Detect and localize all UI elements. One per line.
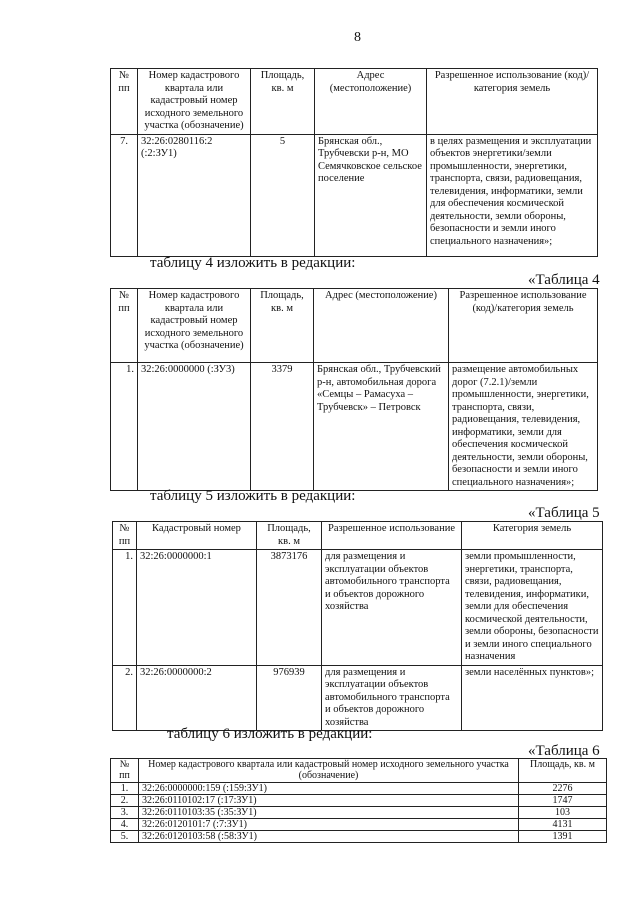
table-row: 2. 32:26:0110102:17 (:17:ЗУ1) 1747 — [111, 795, 607, 807]
table-row: 1. 32:26:0000000 (:ЗУ3) 3379 Брянская обл., Трубчевский р-н, автомобильная дорога «Семцы – Рамасуха – Трубчевск» – Петровск размещение автомобильных дорог (7.2.1)/земли промышленности, энергетики, транспорта, связи, радиовещания, телевидения, информатики, земли для обеспечения космической деятельности, земли обороны, безопасности и земли иного специального назначения»; — [111, 363, 598, 491]
table-5 — [112, 521, 603, 731]
table-4 — [110, 288, 598, 491]
header-area: Площадь, кв. м — [251, 69, 315, 135]
page-number: 8 — [354, 30, 361, 45]
label-table-5: «Таблица 5 — [528, 505, 600, 521]
header-category: Категория земель — [462, 522, 603, 550]
header-use: Разрешенное использование — [322, 522, 462, 550]
intro-table-4: таблицу 4 изложить в редакции: — [150, 255, 356, 271]
header-address: Адрес (местоположение) — [315, 69, 427, 135]
table-row: 7. 32:26:0280116:2 (:2:ЗУ1) 5 Брянская обл., Трубчевски р-н, МО Семячковское сельское поселение в целях размещения и эксплуатации объектов энергетики/земли промышленности, энергетики, транспорта, связи, радиовещания, телевидения, информатики, земли для обеспечения космической деятельности, земли обороны, безопасности и земли иного специального назначения»; — [111, 134, 598, 256]
table-continuation — [110, 68, 598, 257]
header-number: Номер кадастрового квартала или кадастровый номер исходного земельного участка (обозначение) — [138, 289, 251, 363]
header-no: № пп — [111, 289, 138, 363]
label-table-4: «Таблица 4 — [528, 272, 600, 288]
header-use: Разрешенное использование (код)/ категория земель — [427, 69, 598, 135]
header-area: Площадь, кв. м — [257, 522, 322, 550]
header-area: Площадь, кв. м — [251, 289, 314, 363]
table-row: 1. 32:26:0000000:1 3873176 для размещения и эксплуатации объектов автомобильного транспорта и объектов дорожного хозяйства земли промышленности, энергетики, транспорта, связи, радиовещания, телевидения, информатики, земли для обеспечения космической деятельности, земли обороны, безопасности и земли иного специального назначения — [113, 550, 603, 666]
header-no: № пп — [113, 522, 137, 550]
table-row: 3. 32:26:0110103:35 (:35:ЗУ1) 103 — [111, 807, 607, 819]
table-row: 4. 32:26:0120101:7 (:7:ЗУ1) 4131 — [111, 819, 607, 831]
intro-table-5: таблицу 5 изложить в редакции: — [150, 488, 356, 504]
header-no: № пп — [111, 69, 138, 135]
header-no: № пп — [111, 759, 139, 783]
header-number: Кадастровый номер — [137, 522, 257, 550]
header-area: Площадь, кв. м — [519, 759, 607, 783]
table-row: 5. 32:26:0120103:58 (:58:ЗУ1) 1391 — [111, 831, 607, 843]
header-number: Номер кадастрового квартала или кадастровый номер исходного земельного участка (обозначение) — [138, 69, 251, 135]
table-row: 1. 32:26:0000000:159 (:159:ЗУ1) 2276 — [111, 783, 607, 795]
header-number: Номер кадастрового квартала или кадастровый номер исходного земельного участка (обозначение) — [139, 759, 519, 783]
table-row: 2. 32:26:0000000:2 976939 для размещения и эксплуатации объектов автомобильного транспорта и объектов дорожного хозяйства земли населённых пунктов»; — [113, 665, 603, 731]
header-use: Разрешенное использование (код)/категория земель — [449, 289, 598, 363]
header-address: Адрес (местоположение) — [314, 289, 449, 363]
intro-table-6: таблицу 6 изложить в редакции: — [167, 726, 373, 742]
label-table-6: «Таблица 6 — [528, 743, 600, 759]
table-6 — [110, 758, 607, 843]
